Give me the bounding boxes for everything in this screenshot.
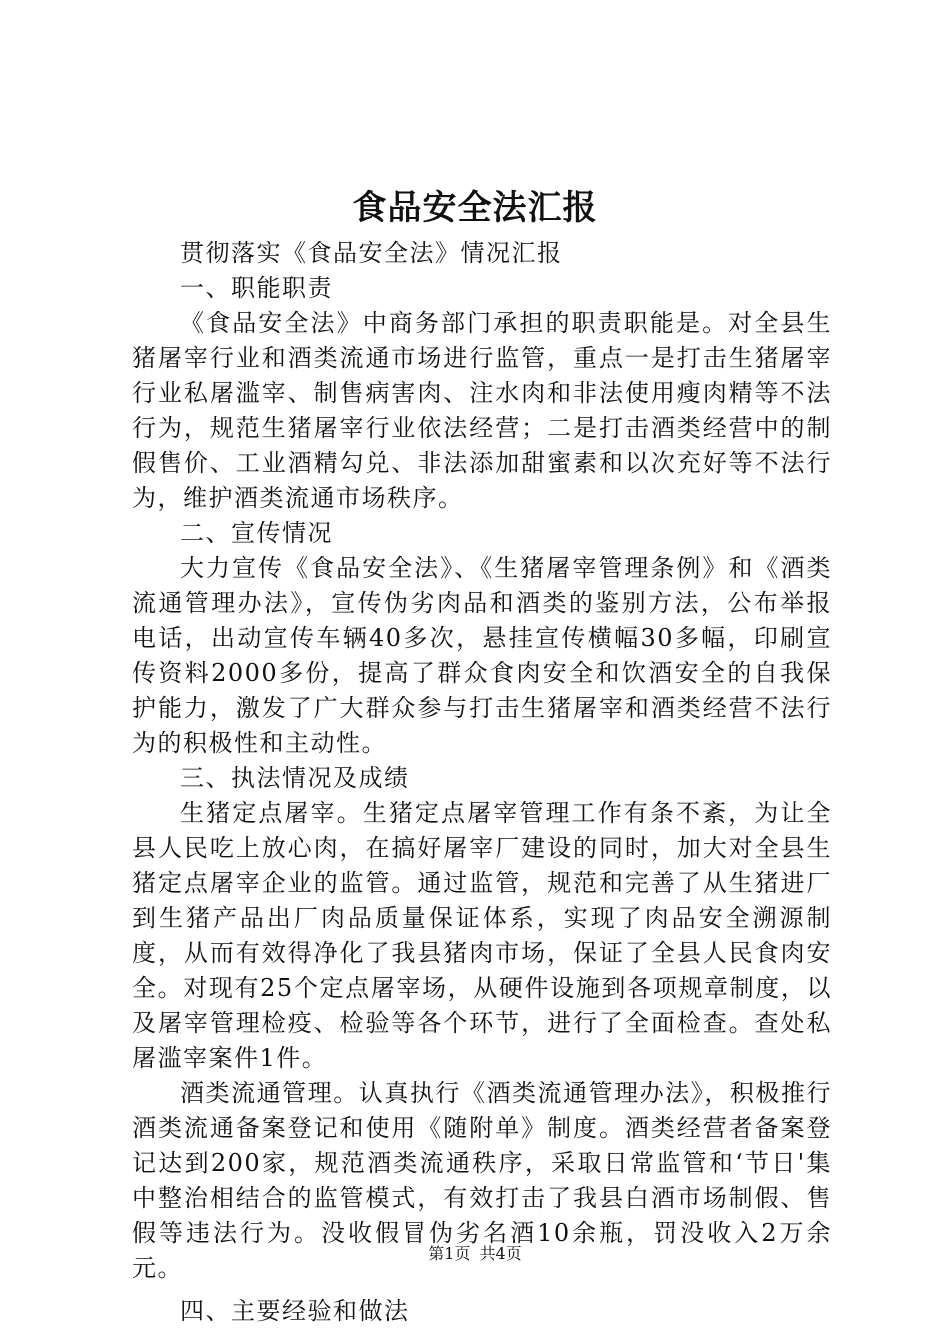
paragraph-pig-slaughter: 生猪定点屠宰。生猪定点屠宰管理工作有条不紊，为让全县人民吃上放心肉，在搞好屠宰厂建设的同时，加大对全县生猪定点屠宰企业的监管。通过监管，规范和完善了从生猪进厂到生猪产品出厂肉品质量保证体系，实现了肉品安全溯源制度，从而有效得净化了我县猪肉市场，保证了全县人民食肉安全。对现有25个定点屠宰场，从硬件设施到各项规章制度，以及屠宰管理检疫、检验等各个环节，进行了全面检查。查处私屠滥宰案件1件。 <box>132 799 832 1072</box>
paragraph-publicity: 大力宣传《食品安全法》、《生猪屠宰管理条例》和《酒类流通管理办法》，宣传伪劣肉品和酒类的鉴别方法，公布举报电话，出动宣传车辆40多次，悬挂宣传横幅30多幅，印刷宣传资料2000多份，提高了群众食肉安全和饮酒安全的自我保护能力，激发了广大群众参与打击生猪屠宰和酒类经营不法行为的积极性和主动性。 <box>132 554 832 757</box>
report-subtitle: 贯彻落实《食品安全法》情况汇报 <box>180 239 563 267</box>
paragraph-liquor-circulation: 酒类流通管理。认真执行《酒类流通管理办法》，积极推行酒类流通备案登记和使用《随附单》制度。酒类经营者备案登记达到200家，规范酒类流通秩序，采取日常监管和‘节日'集中整治相结合的监管模式，有效打击了我县白酒市场制假、售假等违法行为。没收假冒伪劣名酒10余瓶，罚没收入2万余元。 <box>132 1079 832 1282</box>
section-heading-experience: 四、主要经验和做法 <box>180 1297 410 1325</box>
document-body <box>132 236 832 1329</box>
page-footer <box>0 1243 950 1265</box>
section-heading-duties: 一、职能职责 <box>180 274 333 302</box>
page-number: 第1页 <box>428 1244 471 1263</box>
section-heading-publicity: 二、宣传情况 <box>180 519 333 547</box>
document-title: 食品安全法汇报 <box>352 188 598 228</box>
page-total: 共4页 <box>479 1244 522 1263</box>
paragraph-duties: 《食品安全法》中商务部门承担的职责职能是。对全县生猪屠宰行业和酒类流通市场进行监管，重点一是打击生猪屠宰行业私屠滥宰、制售病害肉、注水肉和非法使用瘦肉精等不法行为，规范生猪屠宰行业依法经营；二是打击酒类经营中的制假售价、工业酒精勾兑、非法添加甜蜜素和以次充好等不法行为，维护酒类流通市场秩序。 <box>132 309 832 512</box>
section-heading-enforcement: 三、执法情况及成绩 <box>180 764 410 792</box>
